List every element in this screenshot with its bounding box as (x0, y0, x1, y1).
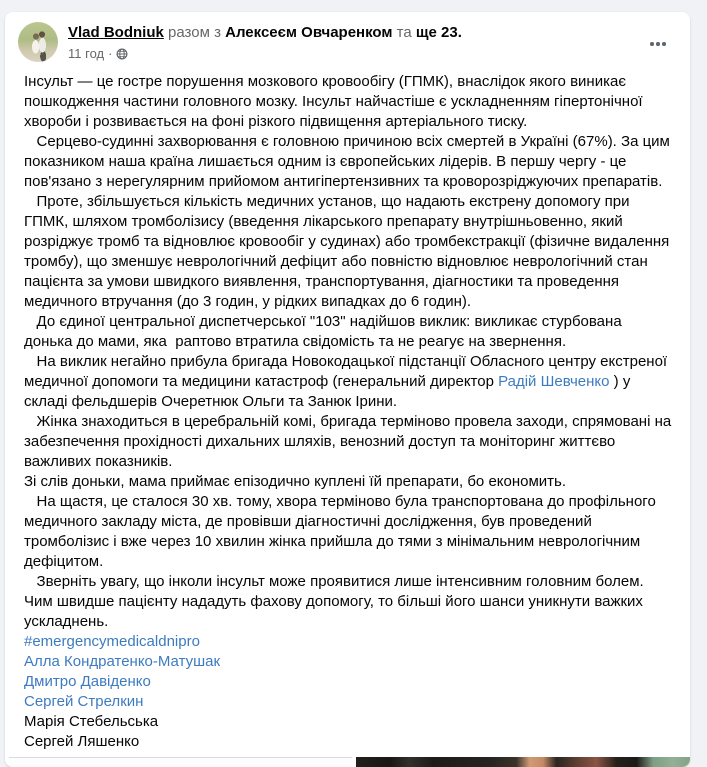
hashtag-link[interactable]: #emergencymedicaldnipro (24, 633, 200, 650)
director-profile-link[interactable]: Радій Шевченко (498, 373, 610, 390)
paragraph-text: На виклик негайно прибула бригада Новокодацької підстанції Обласного центру екстреної медичної допомоги та медицини катастроф (генеральний директор (24, 353, 672, 390)
mention-link[interactable]: Сергей Стрелкин (24, 693, 144, 710)
paragraph: Зі слів доньки, мама приймає епізодично куплені їй препарати, бо економить. (24, 473, 567, 490)
post-timestamp[interactable] (68, 46, 128, 62)
paragraph: Проте, збільшується кількість медичних установ, що надають екстрену допомогу при ГПМК, шляхом тромболізису (введення лікарського препарату внутрішньовенно, який розріджує тромб та відновлює кровообіг у судинах) або тромбекстракції (фізичне видалення тромбу), що зменшує неврологічний дефіцит або повністю відновлює неврологічний стан пацієнта за умови швидкого виявлення, транспортування, діагностики та проведення медичного втручання (до 3 годин, у рідких випадках до 6 годин). (24, 193, 674, 310)
tagged-person-link[interactable]: Алексеєм Овчаренком (225, 24, 393, 41)
post-byline (68, 23, 674, 43)
post-menu-ellipsis-icon[interactable] (640, 30, 676, 58)
attached-photo-left[interactable] (9, 757, 352, 767)
post-card (5, 12, 690, 767)
paragraph (24, 352, 672, 412)
timestamp-separator: · (108, 46, 113, 61)
globe-icon (116, 48, 128, 60)
mention-link[interactable]: Дмитро Давіденко (24, 673, 151, 690)
attached-photo[interactable] (356, 757, 690, 767)
byline-context: разом з (168, 24, 221, 41)
paragraph-text: ) у складі фельдшерів Очеретнюк Ольги та Занюк Ірини. (24, 373, 635, 410)
mention-plain-text: Марія Стебельська (24, 713, 159, 730)
paragraph: Жінка знаходиться в церебральній комі, бригада терміново провела заходи, спрямовані на забезпечення прохідності дихальних шляхів, венозний доступ та моніторинг життєво важливих показників. (24, 413, 676, 470)
paragraph: На щастя, це сталося 30 хв. тому, хвора терміново була транспортована до профільного медичного закладу міста, де провівши діагностичні дослідження, був проведений тромболізис і вже через 10 хвилин жінка прийшла до тями з мінімальним неврологічним дефіцитом. (24, 493, 660, 570)
paragraph: Серцево-судинні захворювання є головною причиною всіх смертей в Україні (67%). За цим показником наша країна лишається одним із європейських лідерів. В першу чергу - це пов'язано з нерегулярним прийомом антигіпертензивних та кроворозріджуючих препаратів. (24, 133, 675, 190)
paragraph: Інсульт — це гостре порушення мозкового кровообігу (ГПМК), внаслідок якого виникає пошкодження частини головного мозку. Інсульт найчастіше є ускладненням гіпертонічної хвороби і розвивається на фоні різкого підвищення артеріального тиску. (24, 73, 647, 130)
more-tagged-link[interactable]: ще 23. (415, 24, 462, 41)
paragraph: Зверніть увагу, що інколи інсульт може проявитися лише інтенсивним головним болем. Чим швидше пацієнту нададуть фахову допомогу, то більші його шанси уникнути важких ускладнень. (24, 573, 648, 630)
author-avatar[interactable] (18, 22, 58, 62)
post-body (5, 68, 690, 632)
mention-plain-text: Сергей Ляшенко (24, 733, 140, 750)
photo-attachment-area (5, 757, 690, 767)
post-mentions (5, 632, 690, 752)
mention-link[interactable]: Алла Кондратенко-Матушак (24, 653, 221, 670)
timestamp-text: 11 год (68, 46, 105, 61)
post-header (5, 12, 690, 68)
paragraph: До єдиної центральної диспетчерської "103" надійшов виклик: викликає стурбована донька до мами, яка раптово втратила свідомість та не реагує на звернення. (24, 313, 626, 350)
author-link[interactable]: Vlad Bodniuk (68, 24, 164, 41)
post-header-text (68, 22, 674, 62)
byline-and: та (396, 24, 412, 41)
